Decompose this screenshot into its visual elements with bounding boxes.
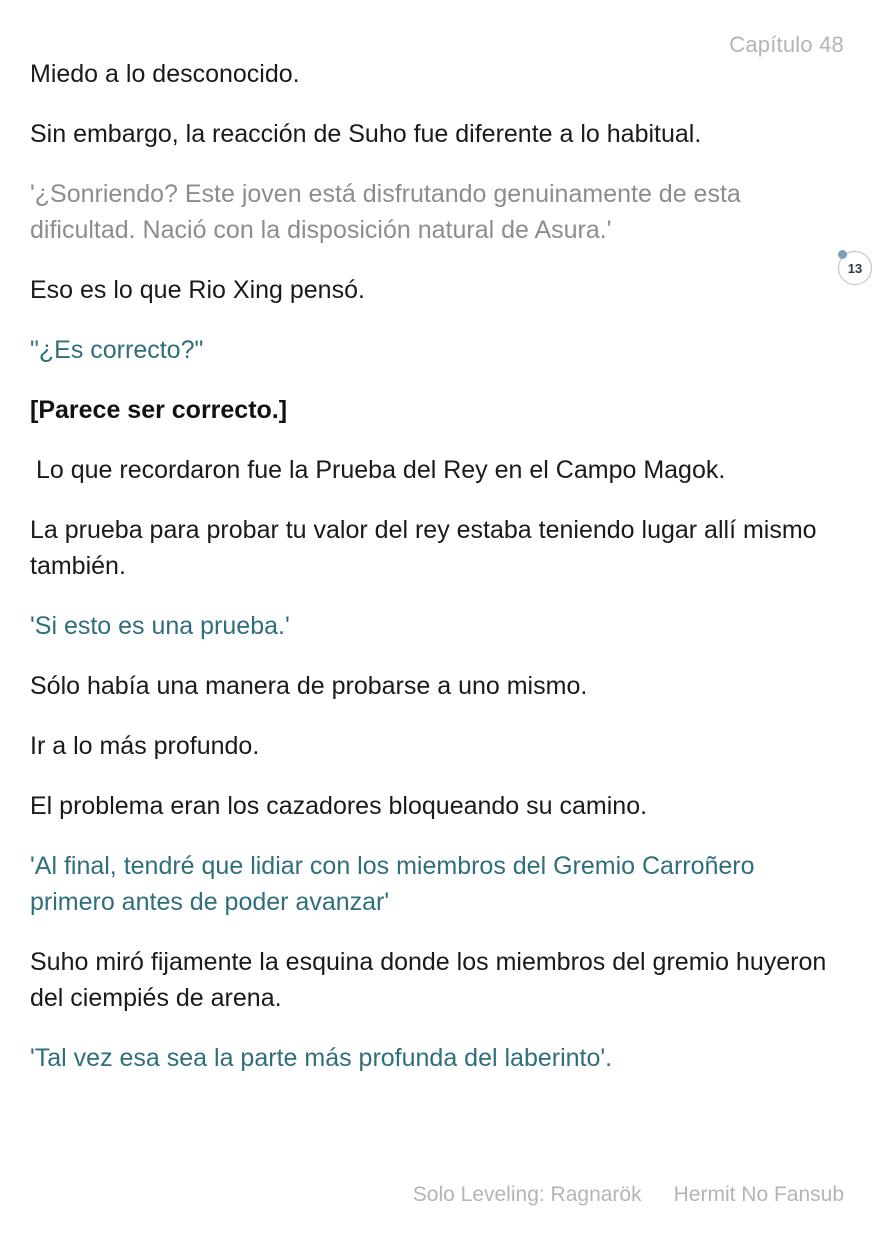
paragraph-5-dialogue: "¿Es correcto?" — [30, 336, 204, 364]
paragraph-8: La prueba para probar tu valor del rey estaba teniendo lugar allí mismo también. — [30, 516, 817, 580]
page-number-badge[interactable] — [838, 251, 872, 285]
paragraph-12: El problema eran los cazadores bloqueando su camino. — [30, 792, 648, 820]
paragraph-7: Lo que recordaron fue la Prueba del Rey en el Campo Magok. — [36, 456, 726, 484]
paragraph-3-thought: '¿Sonriendo? Este joven está disfrutando genuinamente de esta dificultad. Nació con la disposición natural de Asura.' — [30, 180, 741, 244]
chapter-label: Capítulo 48 — [729, 32, 844, 57]
bookmark-dot-icon — [838, 250, 847, 259]
paragraph-14: Suho miró fijamente la esquina donde los miembros del gremio huyeron del ciempiés de arena. — [30, 948, 827, 1012]
paragraph-6-system: [Parece ser correcto.] — [30, 396, 288, 424]
paragraph-2: Sin embargo, la reacción de Suho fue diferente a lo habitual. — [30, 120, 702, 148]
paragraph-13-thought: 'Al final, tendré que lidiar con los miembros del Gremio Carroñero primero antes de poder avanzar' — [30, 852, 755, 916]
chapter-text — [30, 56, 830, 1100]
paragraph-9-thought: 'Si esto es una prueba.' — [30, 612, 290, 640]
paragraph-4: Eso es lo que Rio Xing pensó. — [30, 276, 365, 304]
paragraph-11: Ir a lo más profundo. — [30, 732, 260, 760]
book-title: Solo Leveling: Ragnarök — [412, 1183, 642, 1206]
paragraph-1: Miedo a lo desconocido. — [30, 60, 300, 88]
translator-credit: Hermit No Fansub — [673, 1183, 844, 1206]
paragraph-15-thought: 'Tal vez esa sea la parte más profunda del laberinto'. — [30, 1044, 613, 1072]
page-number: 13 — [847, 260, 863, 276]
paragraph-10: Sólo había una manera de probarse a uno mismo. — [30, 672, 588, 700]
footer — [413, 1183, 844, 1207]
